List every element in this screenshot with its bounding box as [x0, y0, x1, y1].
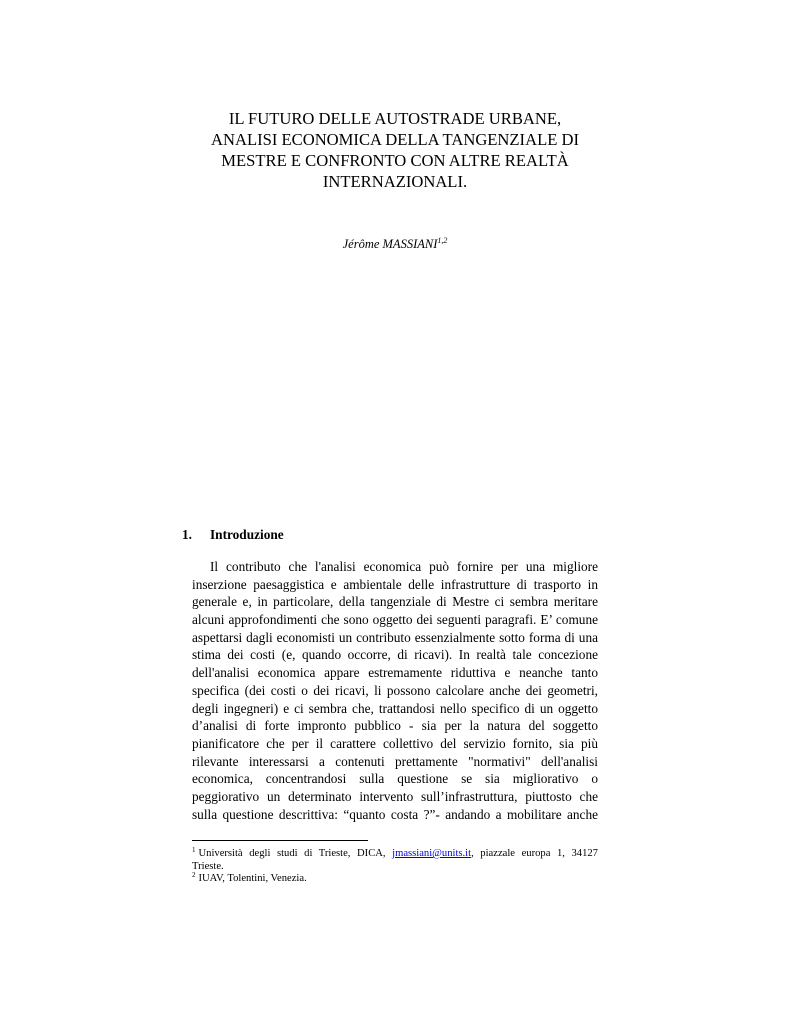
- footnote-mark: 2: [192, 871, 196, 879]
- section-heading: [182, 527, 284, 543]
- section-title: Introduzione: [210, 527, 284, 542]
- paragraph-line: stima dei costi (e, quando occorre, di ricavi). In realtà tale concezione: [192, 647, 598, 663]
- footnote-text: IUAV, Tolentini, Venezia.: [198, 873, 307, 884]
- paragraph-line: sulla questione descrittiva: “quanto costa ?”- andando a mobilitare anche: [192, 806, 598, 822]
- paragraph-line: pianificatore che per il carattere collettivo del servizio fornito, sia più: [192, 735, 598, 751]
- footnote-2: [192, 873, 598, 886]
- paragraph-line: economica, concentrandosi sulla questione se sia migliorativo o: [192, 771, 598, 787]
- author-name: Jérôme MASSIANI: [342, 237, 438, 251]
- footnote-text: , piazzale europa 1, 34127: [471, 848, 598, 859]
- paragraph-line: degli ingegneri) e ci sembra che, trattandosi nello specifico di un oggetto: [192, 700, 598, 716]
- title-line: ANALISI ECONOMICA DELLA TANGENZIALE DI: [211, 130, 579, 149]
- paragraph-line: inserzione paesaggistica e ambientale delle infrastrutture di trasporto in: [192, 576, 598, 592]
- title-line: IL FUTURO DELLE AUTOSTRADE URBANE,: [228, 109, 562, 128]
- footnotes: [192, 848, 598, 886]
- paragraph-line: aspettarsi dagli economisti un contributo essenzialmente sotto forma di una: [192, 629, 598, 645]
- footnote-separator: [192, 840, 368, 841]
- email-link[interactable]: jmassiani@units.it: [392, 848, 472, 859]
- footnote-1: [192, 848, 598, 861]
- paragraph-line: Il contributo che l'analisi economica può fornire per una migliore: [210, 559, 598, 574]
- author-affiliation-marks: 1,2: [437, 236, 448, 245]
- footnote-1-continuation: Trieste.: [192, 860, 224, 872]
- intro-paragraph: [192, 558, 598, 823]
- title-line: MESTRE E CONFRONTO CON ALTRE REALTÀ: [221, 151, 569, 170]
- paragraph-line: generale e, in particolare, della tangenziale di Mestre ci sembra meritare: [192, 594, 598, 610]
- paper-title: [190, 108, 600, 192]
- paragraph-line: rilevante interessarsi a contenuti prettamente "normativi" dell'analisi: [192, 753, 598, 769]
- paragraph-line: dell'analisi economica appare estremamente riduttiva e neanche tanto: [192, 665, 598, 681]
- title-line: INTERNAZIONALI.: [322, 172, 468, 191]
- paragraph-line: d’analisi di forte impronto pubblico - sia per la natura del soggetto: [192, 718, 598, 734]
- paragraph-line: peggiorativo un determinato intervento sull’infrastruttura, piuttosto che: [192, 788, 598, 804]
- paragraph-line: specifica (dei costi o dei ricavi, li possono calcolare anche dei geometri,: [192, 682, 598, 698]
- paragraph-line: alcuni approfondimenti che sono oggetto dei seguenti paragrafi. E’ comune: [192, 612, 598, 628]
- footnote-mark: 1: [192, 846, 196, 854]
- author-line: [190, 237, 600, 252]
- section-number: 1.: [182, 527, 192, 542]
- footnote-text: Università degli studi di Trieste, DICA,: [198, 848, 386, 859]
